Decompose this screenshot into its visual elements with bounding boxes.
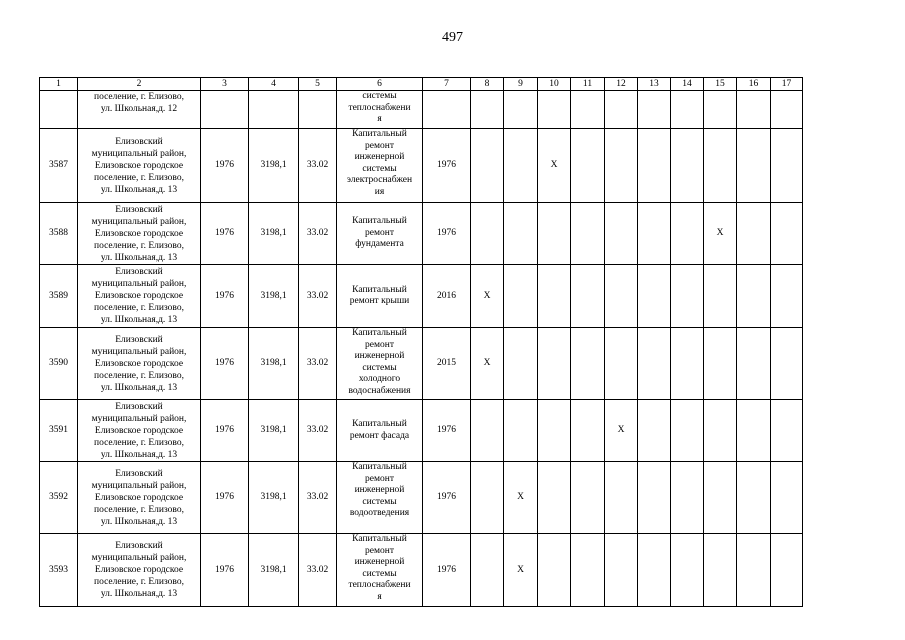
- empty-cell: [471, 203, 504, 265]
- mark-cell: X: [605, 400, 638, 462]
- cell-line: ул. Школьная,д. 13: [100, 589, 178, 599]
- empty-cell: [504, 203, 538, 265]
- empty-cell: [538, 328, 571, 400]
- empty-cell: [504, 400, 538, 462]
- cell-line: ия: [374, 186, 385, 197]
- cell-line: Елизовский: [115, 334, 163, 345]
- cell-line: Елизовский: [115, 401, 163, 412]
- cell-line: Капитальный: [352, 216, 407, 227]
- empty-cell: [737, 265, 771, 328]
- cell-line: Елизовское городское: [94, 425, 184, 436]
- empty-cell: [504, 129, 538, 203]
- code-cell: 33.02: [299, 203, 337, 265]
- cell-line: поселение, г. Елизово,: [94, 92, 184, 102]
- empty-cell: [737, 328, 771, 400]
- area-cell: 3198,1: [249, 462, 299, 534]
- column-number-6: 6: [337, 78, 423, 91]
- column-number-3: 3: [201, 78, 249, 91]
- cell-line: ул. Школьная,д. 13: [100, 184, 178, 195]
- mark-cell: X: [471, 265, 504, 328]
- empty-cell: [771, 91, 803, 129]
- empty-cell: [671, 129, 704, 203]
- cell-line: поселение, г. Елизово,: [94, 437, 184, 448]
- cell-line: муниципальный район,: [91, 480, 187, 491]
- column-number-15: 15: [704, 78, 737, 91]
- empty-cell: [671, 534, 704, 607]
- work-type-cell: [337, 328, 423, 400]
- repair-year-cell: 1976: [423, 203, 471, 265]
- table-row: [40, 328, 803, 400]
- cell-line: инженерной: [354, 485, 405, 495]
- empty-cell: [704, 265, 737, 328]
- empty-cell: [671, 203, 704, 265]
- cell-line: Елизовский: [115, 267, 163, 277]
- cell-line: поселение, г. Елизово,: [94, 303, 184, 313]
- work-type-cell: [337, 203, 423, 265]
- empty-cell: [538, 534, 571, 607]
- column-number-2: 2: [78, 78, 201, 91]
- row-number-cell: 3593: [40, 534, 78, 607]
- cell-line: муниципальный район,: [91, 553, 187, 563]
- mark-cell: X: [504, 462, 538, 534]
- cell-line: Елизовское городское: [94, 228, 184, 239]
- table-row: [40, 203, 803, 265]
- build-year-cell: 1976: [201, 203, 249, 265]
- address-cell: [78, 534, 201, 607]
- work-type-cell: [337, 400, 423, 462]
- cell-line: ул. Школьная,д. 13: [100, 516, 178, 527]
- area-cell: 3198,1: [249, 129, 299, 203]
- cell-line: ул. Школьная,д. 13: [100, 252, 178, 263]
- cell-line: ул. Школьная,д. 12: [100, 104, 178, 114]
- cell-line: муниципальный район,: [91, 279, 187, 289]
- cell-line: ремонт: [365, 140, 394, 151]
- empty-cell: [771, 328, 803, 400]
- cell-line: ремонт: [365, 339, 394, 350]
- code-cell: 33.02: [299, 400, 337, 462]
- cell-line: ремонт крыши: [349, 296, 410, 306]
- empty-cell: [638, 534, 671, 607]
- cell-line: муниципальный район,: [91, 413, 187, 424]
- address-cell: [78, 328, 201, 400]
- empty-cell: [471, 91, 504, 129]
- empty-cell: [771, 203, 803, 265]
- address-cell: [78, 129, 201, 203]
- repair-year-cell: 2016: [423, 265, 471, 328]
- cell-line: системы: [362, 362, 397, 373]
- empty-cell: [538, 265, 571, 328]
- empty-cell: [704, 328, 737, 400]
- empty-cell: [571, 91, 605, 129]
- cell-line: ул. Школьная,д. 13: [100, 382, 178, 393]
- cell-line: муниципальный район,: [91, 148, 187, 159]
- empty-cell: [504, 265, 538, 328]
- cell-line: муниципальный район,: [91, 346, 187, 357]
- empty-cell: [605, 265, 638, 328]
- column-number-10: 10: [538, 78, 571, 91]
- empty-cell: [605, 462, 638, 534]
- cell-line: Елизовское городское: [94, 160, 184, 171]
- column-number-14: 14: [671, 78, 704, 91]
- empty-cell: [571, 328, 605, 400]
- repair-year-cell: 1976: [423, 400, 471, 462]
- cell-line: ремонт: [365, 473, 394, 484]
- cell-line: Елизовское городское: [94, 291, 184, 301]
- empty-cell: [538, 462, 571, 534]
- cell-line: Капитальный: [352, 129, 407, 139]
- cell-line: поселение, г. Елизово,: [94, 240, 184, 251]
- cell-line: электроснабжен: [346, 175, 413, 185]
- empty-cell: [638, 328, 671, 400]
- address-cell: [78, 91, 201, 129]
- cell-line: Капитальный: [352, 328, 407, 338]
- empty-cell: [605, 91, 638, 129]
- build-year-cell: 1976: [201, 328, 249, 400]
- cell-line: ремонт: [365, 545, 394, 556]
- cell-line: теплоснабжени: [348, 580, 411, 590]
- capital-repair-table: [39, 77, 803, 607]
- area-cell: 3198,1: [249, 265, 299, 328]
- cell-line: Капитальный: [352, 534, 407, 544]
- table-row: [40, 265, 803, 328]
- empty-cell: [538, 203, 571, 265]
- empty-cell: [571, 534, 605, 607]
- page-number: 497: [442, 30, 463, 45]
- empty-cell: [605, 129, 638, 203]
- empty-cell: [605, 203, 638, 265]
- repair-year-cell: 1976: [423, 129, 471, 203]
- build-year-cell: 1976: [201, 400, 249, 462]
- empty-cell: [704, 91, 737, 129]
- empty-cell: [671, 328, 704, 400]
- empty-cell: [771, 400, 803, 462]
- cell-line: Капитальный: [352, 419, 407, 429]
- column-number-7: 7: [423, 78, 471, 91]
- empty-cell: [704, 462, 737, 534]
- cell-line: холодного: [358, 374, 401, 384]
- column-number-12: 12: [605, 78, 638, 91]
- empty-cell: [638, 91, 671, 129]
- cell-line: ул. Школьная,д. 13: [100, 449, 178, 460]
- cell-line: инженерной: [354, 152, 405, 162]
- build-year-cell: 1976: [201, 534, 249, 607]
- repair-year-cell: 1976: [423, 462, 471, 534]
- area-cell: 3198,1: [249, 328, 299, 400]
- cell-line: я: [377, 591, 382, 602]
- work-type-cell: [337, 462, 423, 534]
- area-cell: 3198,1: [249, 400, 299, 462]
- empty-cell: [737, 400, 771, 462]
- cell-line: инженерной: [354, 351, 405, 361]
- work-type-cell: [337, 265, 423, 328]
- cell-line: Елизовское городское: [94, 492, 184, 503]
- empty-cell: [704, 534, 737, 607]
- empty-cell: [299, 91, 337, 129]
- code-cell: 33.02: [299, 534, 337, 607]
- address-cell: [78, 400, 201, 462]
- cell-line: системы: [362, 568, 397, 579]
- cell-line: водоотведения: [349, 508, 410, 518]
- empty-cell: [504, 328, 538, 400]
- empty-cell: [571, 400, 605, 462]
- work-type-cell: [337, 91, 423, 129]
- cell-line: Елизовский: [115, 541, 163, 551]
- empty-cell: [538, 400, 571, 462]
- cell-line: Елизовский: [115, 468, 163, 479]
- area-cell: 3198,1: [249, 203, 299, 265]
- column-number-8: 8: [471, 78, 504, 91]
- cell-line: фундамента: [355, 239, 404, 250]
- cell-line: инженерной: [354, 557, 405, 567]
- cell-line: поселение, г. Елизово,: [94, 370, 184, 381]
- empty-cell: [605, 534, 638, 607]
- cell-line: ул. Школьная,д. 13: [100, 315, 178, 325]
- empty-cell: [737, 534, 771, 607]
- cell-line: поселение, г. Елизово,: [94, 172, 184, 183]
- empty-cell: [737, 203, 771, 265]
- empty-cell: [671, 91, 704, 129]
- empty-cell: [638, 265, 671, 328]
- empty-cell: [471, 400, 504, 462]
- mark-cell: X: [504, 534, 538, 607]
- empty-cell: [504, 91, 538, 129]
- address-cell: [78, 265, 201, 328]
- cell-line: водоснабжения: [348, 385, 411, 396]
- repair-year-cell: 2015: [423, 328, 471, 400]
- build-year-cell: 1976: [201, 462, 249, 534]
- row-number-cell: 3588: [40, 203, 78, 265]
- code-cell: 33.02: [299, 328, 337, 400]
- address-cell: [78, 203, 201, 265]
- cell-line: я: [377, 114, 382, 124]
- cell-line: ремонт: [365, 227, 394, 238]
- cell-line: системы: [362, 496, 397, 507]
- cell-line: Елизовский: [115, 136, 163, 147]
- empty-cell: [40, 91, 78, 129]
- row-number-cell: 3587: [40, 129, 78, 203]
- table-row: [40, 534, 803, 607]
- empty-cell: [638, 462, 671, 534]
- mark-cell: X: [704, 203, 737, 265]
- empty-cell: [605, 328, 638, 400]
- area-cell: 3198,1: [249, 534, 299, 607]
- code-cell: 33.02: [299, 462, 337, 534]
- empty-cell: [737, 462, 771, 534]
- address-cell: [78, 462, 201, 534]
- empty-cell: [571, 203, 605, 265]
- empty-cell: [704, 400, 737, 462]
- empty-cell: [771, 265, 803, 328]
- empty-cell: [638, 129, 671, 203]
- cell-line: Елизовское городское: [94, 565, 184, 575]
- empty-cell: [704, 129, 737, 203]
- cell-line: теплоснабжени: [348, 102, 411, 113]
- continued-row: [40, 91, 803, 129]
- empty-cell: [737, 129, 771, 203]
- empty-cell: [249, 91, 299, 129]
- column-number-11: 11: [571, 78, 605, 91]
- empty-cell: [771, 129, 803, 203]
- work-type-cell: [337, 129, 423, 203]
- repair-year-cell: 1976: [423, 534, 471, 607]
- cell-line: Елизовский: [115, 204, 163, 215]
- empty-cell: [638, 203, 671, 265]
- table-row: [40, 129, 803, 203]
- empty-cell: [571, 129, 605, 203]
- mark-cell: X: [471, 328, 504, 400]
- empty-cell: [737, 91, 771, 129]
- cell-line: системы: [362, 163, 397, 174]
- build-year-cell: 1976: [201, 265, 249, 328]
- empty-cell: [771, 534, 803, 607]
- column-number-1: 1: [40, 78, 78, 91]
- mark-cell: X: [538, 129, 571, 203]
- row-number-cell: 3592: [40, 462, 78, 534]
- empty-cell: [423, 91, 471, 129]
- column-number-row: [40, 78, 803, 91]
- cell-line: Елизовское городское: [94, 358, 184, 369]
- empty-cell: [471, 462, 504, 534]
- cell-line: Капитальный: [352, 462, 407, 472]
- work-type-cell: [337, 534, 423, 607]
- column-number-4: 4: [249, 78, 299, 91]
- empty-cell: [671, 400, 704, 462]
- empty-cell: [201, 91, 249, 129]
- empty-cell: [638, 400, 671, 462]
- empty-cell: [471, 534, 504, 607]
- cell-line: ремонт фасада: [349, 430, 410, 441]
- row-number-cell: 3591: [40, 400, 78, 462]
- code-cell: 33.02: [299, 129, 337, 203]
- table-row: [40, 462, 803, 534]
- empty-cell: [571, 265, 605, 328]
- build-year-cell: 1976: [201, 129, 249, 203]
- empty-cell: [538, 91, 571, 129]
- empty-cell: [471, 129, 504, 203]
- column-number-16: 16: [737, 78, 771, 91]
- code-cell: 33.02: [299, 265, 337, 328]
- column-number-17: 17: [771, 78, 803, 91]
- cell-line: муниципальный район,: [91, 216, 187, 227]
- empty-cell: [671, 265, 704, 328]
- row-number-cell: 3589: [40, 265, 78, 328]
- empty-cell: [771, 462, 803, 534]
- empty-cell: [671, 462, 704, 534]
- column-number-13: 13: [638, 78, 671, 91]
- cell-line: системы: [362, 91, 397, 101]
- table-row: [40, 400, 803, 462]
- row-number-cell: 3590: [40, 328, 78, 400]
- cell-line: поселение, г. Елизово,: [94, 504, 184, 515]
- cell-line: поселение, г. Елизово,: [94, 577, 184, 587]
- column-number-9: 9: [504, 78, 538, 91]
- empty-cell: [571, 462, 605, 534]
- column-number-5: 5: [299, 78, 337, 91]
- cell-line: Капитальный: [352, 284, 407, 295]
